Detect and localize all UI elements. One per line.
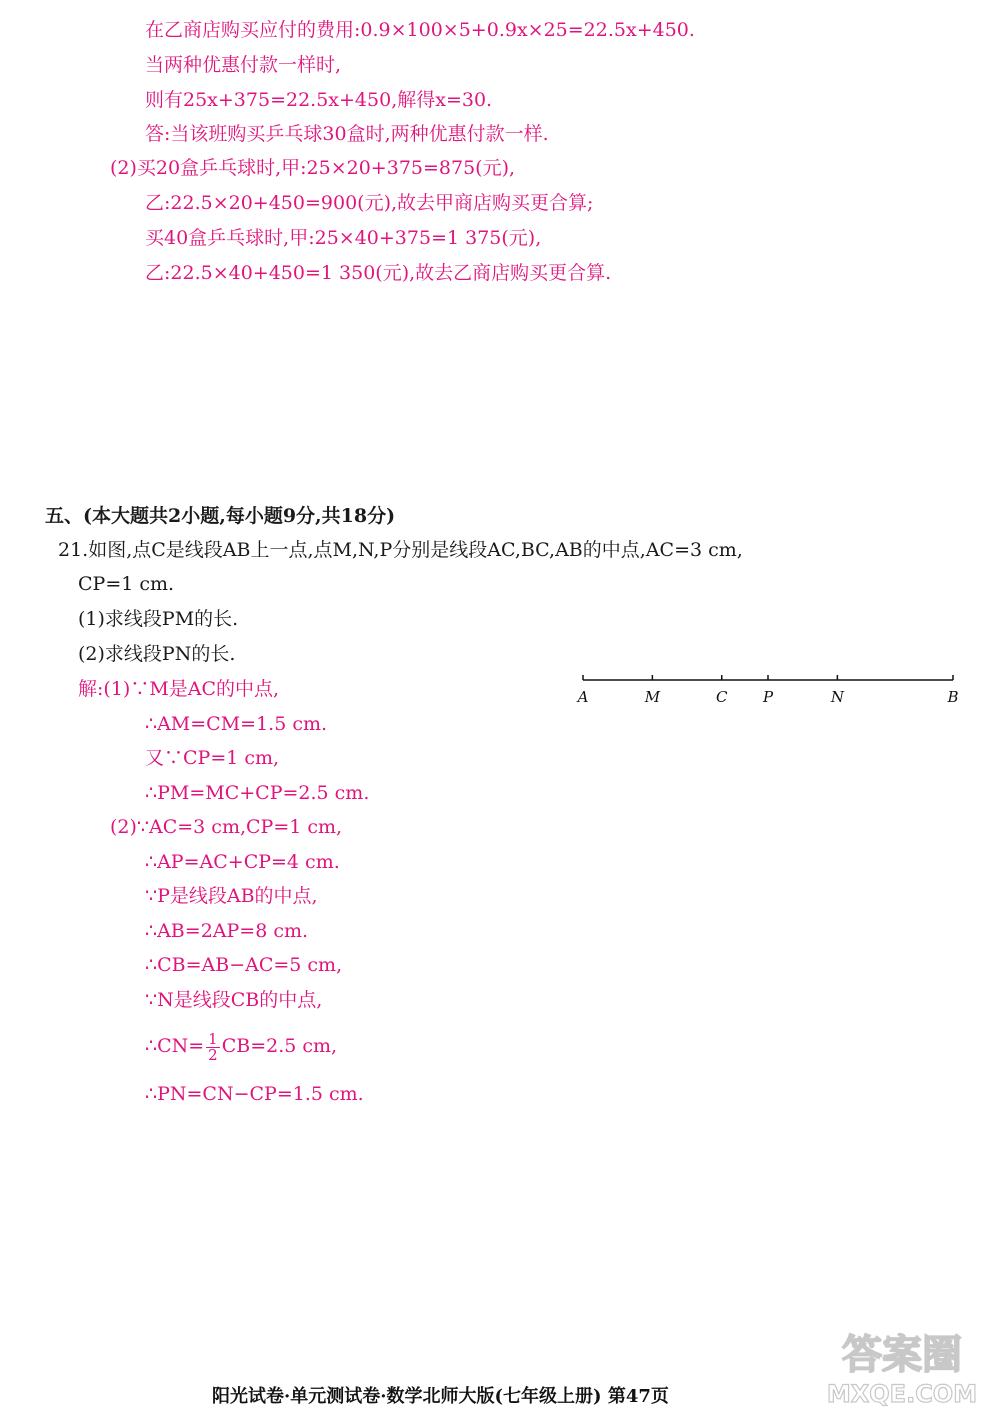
solution-line-9: ∴CB=AB−AC=5 cm, [145, 954, 343, 976]
solution-last-line: ∴PN=CN−CP=1.5 cm. [145, 1083, 364, 1105]
solution-cn-line [145, 1028, 337, 1064]
solution-line-5: (2)∵AC=3 cm,CP=1 cm, [110, 816, 343, 838]
point-label-b: B [947, 688, 959, 706]
solution-line-7: ∵P是线段AB的中点, [145, 885, 318, 907]
solution-line-3: 又∵CP=1 cm, [145, 747, 280, 769]
point-label-a: A [577, 688, 589, 706]
solution-line-2: ∴AM=CM=1.5 cm. [145, 713, 328, 735]
fraction-numerator: 1 [208, 1029, 218, 1048]
watermark-bottom-text: MXQE.COM [826, 1380, 978, 1408]
question-21-line2: CP=1 cm. [78, 573, 175, 595]
fraction-half [206, 1029, 220, 1064]
question-part-1: (1)求线段PM的长. [78, 608, 239, 630]
section-heading: 五、(本大题共2小题,每小题9分,共18分) [45, 505, 396, 527]
point-label-p: P [762, 688, 774, 706]
answer-line-4: 答:当该班购买乒乓球30盒时,两种优惠付款一样. [145, 123, 549, 145]
watermark-top-text: 答案圈 [842, 1332, 962, 1378]
answer-line-2: 当两种优惠付款一样时, [145, 54, 342, 76]
question-21-line1: 21.如图,点C是线段AB上一点,点M,N,P分别是线段AC,BC,AB的中点,AC=3 cm, [58, 539, 743, 561]
solution-line-10: ∵N是线段CB的中点, [145, 989, 323, 1011]
answer-line-5: (2)买20盒乒乓球时,甲:25×20+375=875(元), [110, 157, 516, 179]
cn-suffix: CB=2.5 cm, [221, 1035, 338, 1057]
solution-line-8: ∴AB=2AP=8 cm. [145, 920, 309, 942]
answer-line-1: 在乙商店购买应付的费用:0.9×100×5+0.9x×25=22.5x+450. [145, 19, 695, 41]
solution-line-6: ∴AP=AC+CP=4 cm. [145, 851, 340, 873]
watermark-logo [822, 1322, 982, 1408]
point-label-n: N [830, 688, 844, 706]
solution-line-1: 解:(1)∵M是AC的中点, [78, 678, 280, 700]
answer-line-7: 买40盒乒乓球时,甲:25×40+375=1 375(元), [145, 227, 542, 249]
answer-line-6: 乙:22.5×20+450=900(元),故去甲商店购买更合算; [145, 192, 594, 214]
fraction-denominator: 2 [208, 1045, 218, 1064]
question-part-2: (2)求线段PN的长. [78, 643, 236, 665]
point-label-m: M [644, 688, 661, 706]
page-footer: 阳光试卷·单元测试卷·数学北师大版(七年级上册) 第47页 [212, 1386, 669, 1407]
answer-line-8: 乙:22.5×40+450=1 350(元),故去乙商店购买更合算. [145, 262, 612, 284]
cn-prefix: ∴CN= [145, 1035, 205, 1057]
answer-line-3: 则有25x+375=22.5x+450,解得x=30. [145, 89, 493, 111]
point-label-c: C [716, 688, 728, 706]
segment-diagram [575, 668, 965, 710]
solution-line-4: ∴PM=MC+CP=2.5 cm. [145, 782, 370, 804]
